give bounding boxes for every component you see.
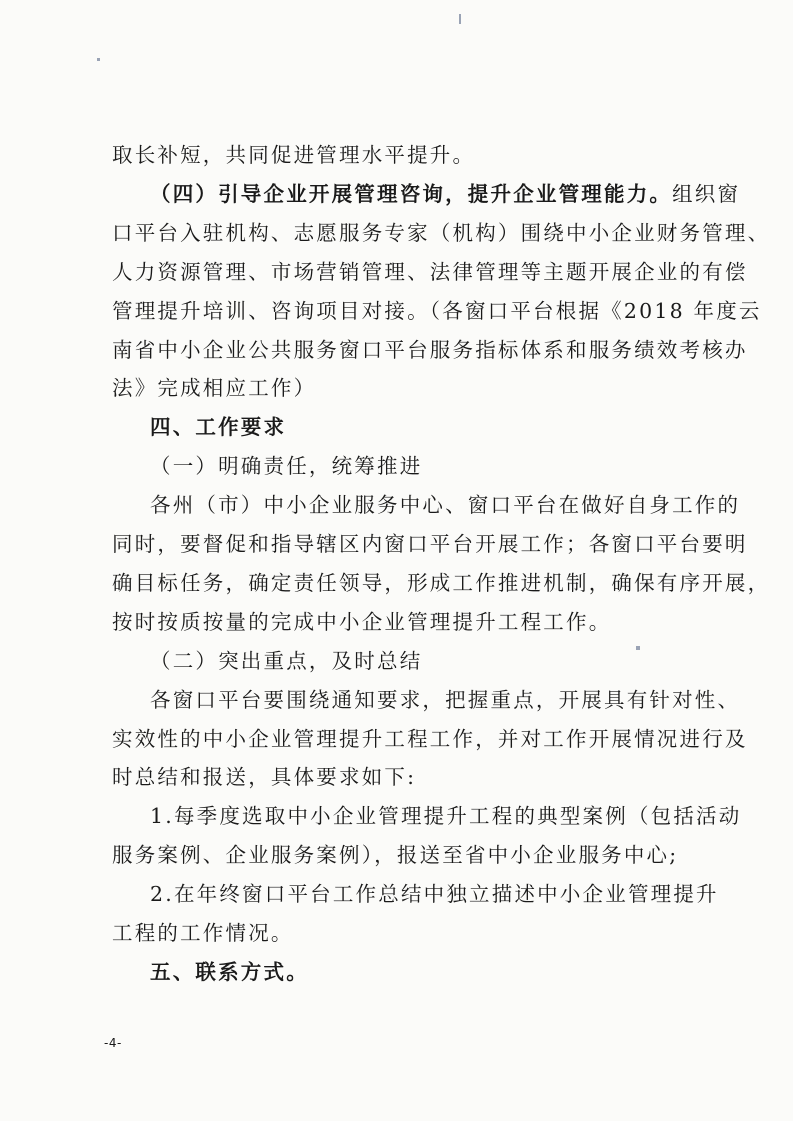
subheading: （二）突出重点，及时总结 [150,649,423,673]
text-line: 实效性的中小企业管理提升工程工作，并对工作开展情况进行及 [112,727,748,751]
text-line: 取长补短，共同促进管理水平提升。 [112,143,476,167]
text-line: 各州（市）中小企业服务中心、窗口平台在做好自身工作的 [150,493,741,517]
text-line: 服务案例、企业服务案例），报送至省中小企业服务中心; [112,843,679,867]
text-line: 按时按质按量的完成中小企业管理提升工程工作。 [112,610,612,634]
subheading: （一）明确责任，统筹推进 [150,454,423,478]
text-line: 各窗口平台要围绕通知要求，把握重点，开展具有针对性、 [150,688,741,712]
text-line: 南省中小企业公共服务窗口平台服务指标体系和服务绩效考核办 [112,338,748,362]
text-line: 工程的工作情况。 [112,921,294,945]
heading-rest-text: 组织窗 [672,182,741,206]
text-line: 时总结和报送，具体要求如下: [112,765,417,789]
scan-speck [97,58,100,61]
text-line: 管理提升培训、咨询项目对接。（各窗口平台根据《2018 年度云 [112,299,762,323]
text-line: 同时，要督促和指导辖区内窗口平台开展工作；各窗口平台要明 [112,532,748,556]
chapter-heading: 五、联系方式。 [150,960,309,984]
text-line: 1.每季度选取中小企业管理提升工程的典型案例（包括活动 [150,804,742,828]
text-line: 法》完成相应工作） [112,376,317,400]
text-line: 2.在年终窗口平台工作总结中独立描述中小企业管理提升 [150,882,719,906]
section-heading-4 [150,179,741,209]
heading-bold-text: （四）引导企业开展管理咨询，提升企业管理能力。 [150,182,673,206]
page-number: -4- [104,1036,122,1050]
text-line: 确目标任务，确定责任领导，形成工作推进机制，确保有序开展， [112,571,771,595]
scan-speck [459,14,461,24]
text-line: 口平台入驻机构、志愿服务专家（机构）围绕中小企业财务管理、 [112,221,771,245]
chapter-heading: 四、工作要求 [150,415,287,439]
text-line: 人力资源管理、市场营销管理、法律管理等主题开展企业的有偿 [112,260,748,284]
